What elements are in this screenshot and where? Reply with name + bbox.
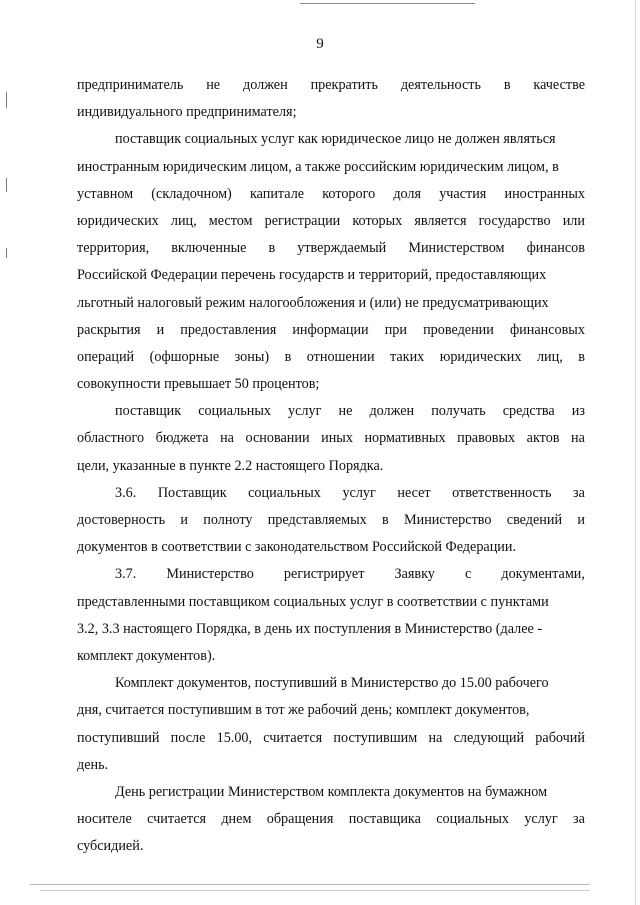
word: считается (147, 811, 207, 828)
word: информации (292, 321, 369, 338)
word: за (573, 484, 585, 501)
word: 3.7. (115, 566, 137, 583)
word: финансовых (509, 321, 585, 338)
word: правовых (457, 430, 516, 447)
text-line: Российской Федерации перечень государств и территорий, предоставляющих (77, 267, 547, 284)
word: операций (77, 348, 135, 365)
scan-right-edge (635, 0, 636, 905)
word: таких (390, 348, 425, 365)
paragraph-start (77, 480, 585, 507)
word: территория, (77, 240, 150, 257)
text-line: документов в соответствии с законодательством Российской Федерации. (77, 539, 517, 556)
scan-top-rule (300, 3, 475, 4)
word: документами, (501, 566, 585, 583)
word: местом (208, 212, 253, 229)
paragraph-start (77, 561, 585, 588)
text-line: представленными поставщиком социальных услуг в соответствии с пунктами (77, 593, 549, 610)
word: актов (526, 430, 560, 447)
word: обращения (266, 811, 334, 828)
word: капитале (249, 185, 305, 202)
word: с (464, 566, 472, 583)
text-line (77, 235, 585, 262)
word: областного (77, 430, 145, 447)
word: иных (321, 430, 353, 447)
paragraph-start (77, 398, 585, 425)
word: 3.6. (115, 484, 137, 501)
word: в (382, 512, 389, 528)
word: предоставления (180, 321, 277, 338)
word: поступившим (333, 729, 418, 746)
word: полноту (203, 512, 253, 528)
word: получать (431, 403, 486, 420)
word: или (562, 212, 585, 229)
text-line: день. (77, 756, 109, 773)
word: средства (502, 403, 555, 420)
document-body (77, 72, 585, 860)
word: зоны) (234, 348, 270, 365)
word: на (571, 430, 585, 447)
word: 15.00, (216, 729, 253, 746)
word: качестве (533, 77, 585, 93)
word: финансов (526, 240, 585, 257)
word: не (206, 77, 221, 93)
text-line: совокупности превышает 50 процентов; (77, 376, 320, 393)
paragraph-start: День регистрации Министерством комплекта документов на бумажном (115, 783, 548, 800)
word: сведений (506, 512, 563, 528)
word: (офшорные (149, 348, 220, 365)
word: в (503, 77, 511, 93)
text-line: индивидуального предпринимателя; (77, 104, 297, 121)
word: услуг (342, 484, 376, 501)
text-line: 3.2, 3.3 настоящего Порядка, в день их поступления в Министерство (далее - (77, 620, 543, 637)
word: представляемых (267, 512, 367, 528)
word: которых (352, 212, 403, 229)
word: регистрации (264, 212, 341, 229)
word: основании (245, 430, 310, 447)
word: и (156, 321, 165, 338)
scan-left-mark (6, 92, 7, 108)
word: и (180, 512, 188, 528)
word: Министерством (408, 240, 505, 257)
word: в (284, 348, 292, 365)
word: лиц, (536, 348, 563, 365)
word: днем (221, 811, 252, 828)
word: услуг (288, 403, 322, 420)
word: и (577, 512, 585, 528)
word: проведении (423, 321, 494, 338)
word: прекратить (310, 77, 378, 93)
text-line (77, 208, 585, 235)
word: должен (369, 403, 415, 420)
word: считается (263, 729, 323, 746)
word: социальных (436, 811, 509, 828)
word: социальных (248, 484, 321, 501)
word: за (573, 811, 585, 828)
word: отношении (306, 348, 375, 365)
word: Поставщик (157, 484, 227, 501)
word: поставщик (115, 403, 182, 420)
word: юридических (439, 348, 522, 365)
word: социальных (198, 403, 271, 420)
word: бюджета (155, 430, 209, 447)
word: Министерство (404, 512, 492, 528)
word: поступивший (77, 729, 160, 746)
word: из (571, 403, 585, 420)
word: предприниматель (77, 77, 184, 93)
text-line (77, 181, 585, 208)
word: (складочном) (151, 185, 232, 202)
word: несет (397, 484, 431, 501)
scan-bottom-rule (30, 884, 590, 885)
word: Заявку (394, 566, 435, 583)
word: на (428, 729, 443, 746)
text-line: иностранным юридическим лицом, а также российским юридическим лицом, в (77, 158, 559, 175)
word: в (268, 240, 276, 257)
text-line (77, 806, 585, 833)
word: носителе (77, 811, 132, 828)
word: регистрирует (283, 566, 365, 583)
word: на (220, 430, 234, 447)
word: доля (393, 185, 422, 202)
scan-bottom-rule (40, 890, 590, 891)
text-line: комплект документов). (77, 647, 216, 664)
text-line (77, 317, 585, 344)
word: иностранных (504, 185, 585, 202)
text-line (77, 344, 585, 371)
paragraph-start: поставщик социальных услуг как юридическое лицо не должен являться (115, 131, 556, 148)
word: Министерство (166, 566, 254, 583)
word: юридических (77, 212, 159, 229)
scan-left-mark (6, 248, 7, 258)
text-line: льготный налоговый режим налогообложения и (или) не предусматривающих (77, 294, 549, 311)
word: услуг (524, 811, 558, 828)
text-line (77, 72, 585, 99)
word: раскрытия (77, 321, 141, 338)
word: следующий (453, 729, 525, 746)
word: включенные (171, 240, 247, 257)
word: достоверность (77, 512, 166, 528)
text-line: дня, считается поступившим в тот же рабочий день; комплект документов, (77, 702, 530, 719)
text-line (77, 425, 585, 452)
text-line: субсидией. (77, 838, 144, 855)
page-number: 9 (316, 36, 324, 52)
word: после (170, 729, 206, 746)
word: утверждаемый (297, 240, 387, 257)
word: участия (439, 185, 487, 202)
word: должен (242, 77, 288, 93)
text-line: цели, указанные в пункте 2.2 настоящего Порядка. (77, 457, 384, 474)
scan-left-mark (6, 178, 7, 192)
paragraph-start: Комплект документов, поступивший в Министерство до 15.00 рабочего (115, 675, 549, 692)
word: деятельность (400, 77, 481, 93)
word: ответственность (452, 484, 552, 501)
word: рабочий (535, 729, 585, 746)
word: государство (478, 212, 551, 229)
word: в (578, 348, 585, 365)
text-line (77, 507, 585, 534)
word: поставщика (348, 811, 421, 828)
word: при (384, 321, 407, 338)
text-line (77, 725, 585, 752)
word: является (414, 212, 467, 229)
word: уставном (77, 185, 134, 202)
word: лиц, (170, 212, 197, 229)
word: не (338, 403, 353, 420)
word: нормативных (364, 430, 446, 447)
word: которого (322, 185, 376, 202)
